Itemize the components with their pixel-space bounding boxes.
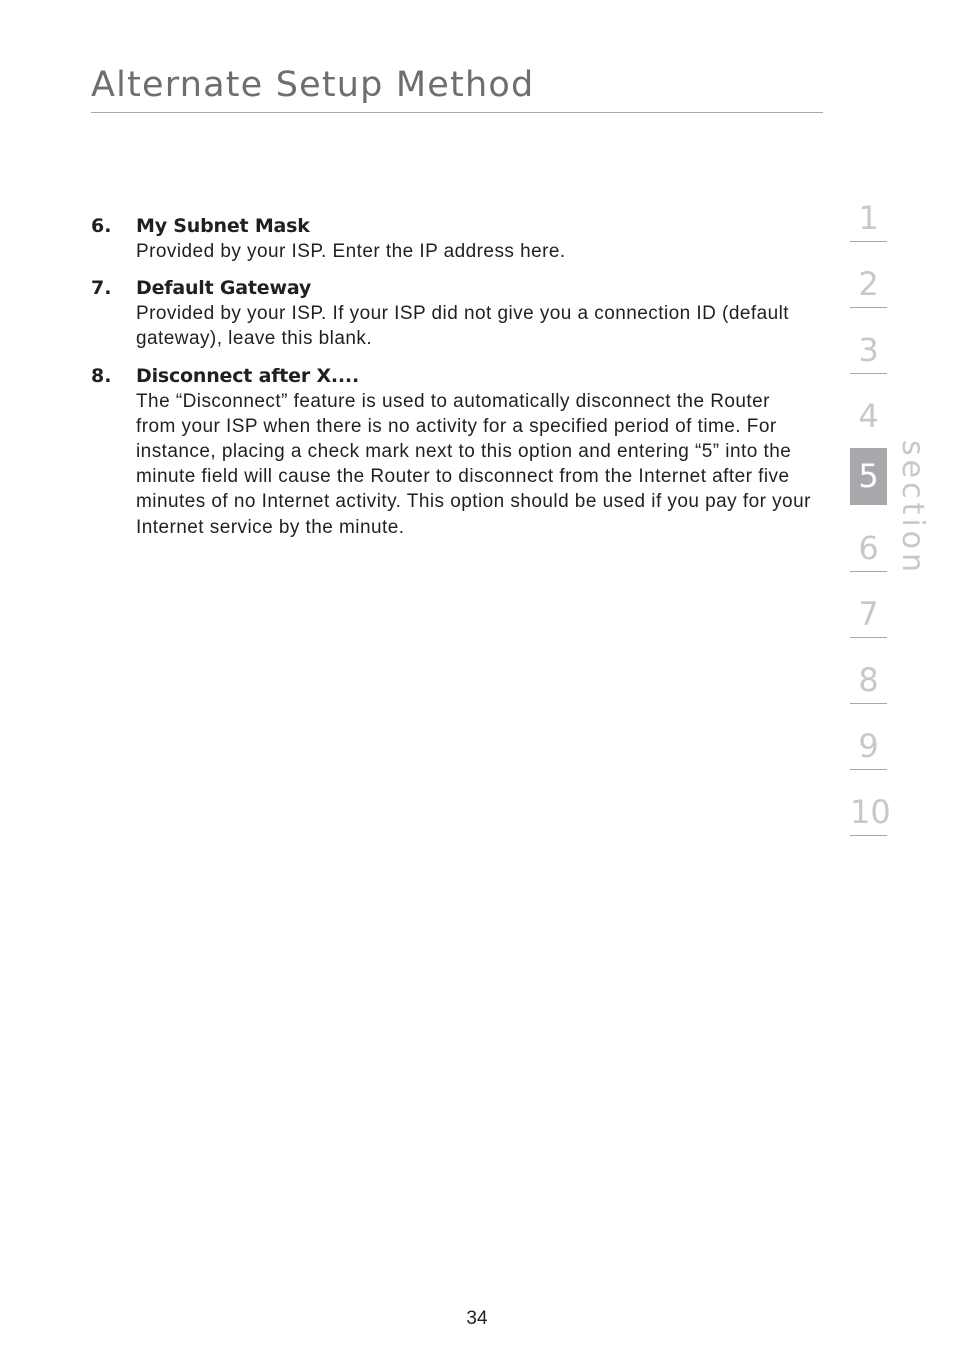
section-number-active: 5 [850,448,887,505]
section-number: 4 [858,397,879,435]
section-nav-item-2[interactable] [850,242,887,308]
section-nav-item-4[interactable] [850,374,887,440]
item-description: Provided by your ISP. Enter the IP address here. [136,241,566,262]
list-item-disconnect-after [91,363,811,540]
item-title: My Subnet Mask [136,215,310,237]
section-number: 1 [858,199,879,237]
item-number: 7. [91,277,112,300]
section-nav-item-8[interactable] [850,638,887,704]
section-label: section [895,440,930,577]
item-number: 8. [91,364,112,387]
header-divider [91,112,823,113]
list-item-default-gateway [91,275,811,351]
page-header [91,62,823,108]
content-list [91,213,811,551]
section-number: 8 [858,661,879,699]
section-number: 10 [850,793,891,831]
section-number: 7 [858,595,879,633]
item-description: Provided by your ISP. If your ISP did not give you a connection ID (default gateway), leave this blank. [136,303,790,350]
section-number: 6 [858,529,879,567]
section-nav-item-6[interactable] [850,506,887,572]
section-nav-item-10[interactable] [850,770,891,836]
page-number: 34 [466,1308,488,1329]
section-number: 9 [858,727,879,765]
section-nav-item-1[interactable] [850,176,887,242]
item-description: The “Disconnect” feature is used to automatically disconnect the Router from your ISP when there is no activity for a specified period of time. For instance, placing a check mark next to this option and entering “5” into the minute field will cause the Router to disconnect from the Internet after five minutes of no Internet activity. This option should be used if you pay for your Internet service by the minute. [136,390,811,538]
item-number: 6. [91,215,112,237]
section-nav-item-5-active[interactable] [850,440,887,506]
section-number: 2 [858,265,879,303]
list-item-subnet-mask [91,213,811,264]
page-title: Alternate Setup Method [91,65,535,105]
section-number: 3 [858,331,879,369]
section-nav-item-9[interactable] [850,704,887,770]
section-nav [850,176,891,836]
section-nav-item-3[interactable] [850,308,887,374]
item-title: Default Gateway [136,277,312,300]
section-divider [850,835,887,836]
section-nav-item-7[interactable] [850,572,887,638]
item-title: Disconnect after X.... [136,364,359,387]
